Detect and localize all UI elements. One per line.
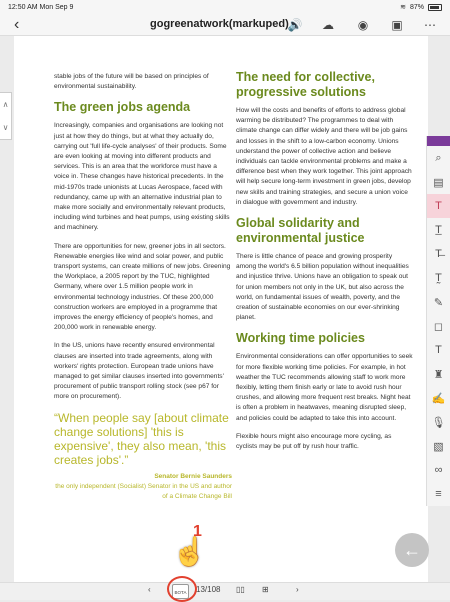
status-date: Mon Sep 9 bbox=[39, 3, 74, 11]
wifi-icon: ≋ bbox=[400, 4, 406, 11]
more-options-icon[interactable]: ⋯ bbox=[424, 18, 436, 32]
grid-view-icon[interactable]: ⊞ bbox=[262, 585, 269, 594]
floating-back-button[interactable] bbox=[395, 533, 429, 567]
pen-icon[interactable]: ✎ bbox=[433, 296, 444, 309]
document-title: gogreenatwork(markuped) bbox=[150, 18, 289, 30]
chevron-up-icon[interactable]: ∧ bbox=[2, 100, 9, 109]
menu-icon[interactable]: ≡ bbox=[435, 488, 442, 500]
left-column bbox=[54, 36, 232, 502]
cloud-sync-icon[interactable]: ☁ bbox=[322, 18, 334, 32]
back-arrow-icon[interactable]: ‹ bbox=[14, 16, 20, 33]
paragraph: Environmental considerations can offer opportunities to seek for more flexible working time policies. For example, in hot weather the TUC recommends allowing staff to work more flexibly, letting them finish early or late to avoid rush hour crushes, and allowing more frequent rest breaks. Night heat is often a problem in heatwaves, meaning disrupted sleep, and policies could be adapted to take this into account. bbox=[236, 353, 413, 422]
annotation-toolbar bbox=[426, 136, 450, 506]
paragraph: In the US, unions have recently ensured environmental clauses are inserted into trade agreements, along with workers' rights protection. European trade unions have managed to get similar clauses inserted into governments' procurement of public transport rolling stock (see p67 for more on procurement). bbox=[54, 342, 224, 401]
battery-icon bbox=[428, 4, 442, 11]
heading-working-time: Working time policies bbox=[236, 331, 365, 346]
pull-quote: “When people say [about climate change solutions] 'this is expensive', they also mean, 'this creates jobs'.” bbox=[54, 410, 229, 467]
quote-author: Senator Bernie Saunders bbox=[154, 472, 232, 480]
page-indicator[interactable]: 13/108 bbox=[196, 585, 221, 594]
underline-text-icon[interactable]: T̲ bbox=[435, 224, 442, 236]
chevron-down-icon[interactable]: ∨ bbox=[2, 123, 9, 132]
read-aloud-icon[interactable]: 🔊 bbox=[287, 18, 303, 32]
heading-global-solidarity: Global solidarity and environmental justice bbox=[236, 216, 365, 246]
heading-green-jobs: The green jobs agenda bbox=[54, 100, 191, 115]
paragraph: There is little chance of peace and growing prosperity among the world's 6.5 billion population without inequalities and injustice thrive. Unions have an obligation to speak out for union members not only in the UK, but also across the world, on fundamental issues of wealth, poverty, and the creation of sustainable economies on our ever-shrinking planet. bbox=[236, 253, 409, 322]
shapes-icon[interactable]: ◻ bbox=[433, 320, 444, 333]
arrow-left-icon: ← bbox=[403, 539, 421, 560]
image-icon[interactable]: ▧ bbox=[433, 440, 444, 453]
highlight-text-icon[interactable]: T bbox=[427, 194, 450, 218]
comment-icon[interactable]: ▤ bbox=[433, 176, 444, 189]
heading-collective: The need for collective, progressive solutions bbox=[236, 70, 375, 99]
tap-hand-icon: ☝ bbox=[172, 536, 207, 567]
paragraph: Flexible hours might also encourage more cycling, as cyclists may be put off by rush hour traffic. bbox=[236, 432, 392, 451]
top-toolbar bbox=[0, 14, 450, 36]
battery-percent: 87% bbox=[409, 3, 424, 11]
step-number-label: 1 bbox=[193, 523, 202, 540]
status-bar bbox=[0, 0, 450, 14]
paragraph: How will the costs and benefits of efforts to address global warming be distributed? The programmes to deal with climate change can differ widely and there will be job gains and losses in the shift to a low-carbon economy. Unions understand the power of collective action and believe individuals can tackle environmental problems and make a difference best when they work together. This joint approach will help secure long-term investment in green jobs, develop new skills and training strategies, and secure a union voice in dialogue with government and industry. bbox=[236, 107, 412, 206]
paragraph: There are opportunities for new, greener jobs in all sectors. Renewable energies like wind and solar power, and public transport systems, can create millions of new jobs. Greening the Workplace, a 2005 report by the TUC, highlighted Germany, where over 1.5 million people work in environmental technology industries. Of these 200,000 construction workers are employed in a programme that improves the energy efficiency of people's homes, and 200,000 work in renewable energy. bbox=[54, 242, 231, 332]
view-eye-icon[interactable]: ◉ bbox=[357, 18, 369, 32]
link-icon[interactable]: ∞ bbox=[434, 464, 443, 476]
toolbar-handle[interactable] bbox=[427, 136, 450, 146]
status-time: 12:50 AM bbox=[8, 3, 38, 11]
quote-role: the only independent (Socialist) Senator in the US and author of a Climate Change Bill bbox=[55, 482, 232, 500]
save-icon[interactable]: ▣ bbox=[391, 18, 403, 32]
strikethrough-text-icon[interactable]: T̶ bbox=[435, 248, 442, 260]
bota-button[interactable]: BOTA bbox=[172, 584, 189, 599]
next-page-icon[interactable]: › bbox=[296, 585, 299, 594]
paragraph: Increasingly, companies and organisations are looking not just at how they do things, but at what they actually do, carrying out 'full life-cycle analyses' of their products. Some are even looking at moving into different products and services. This is an area that the workforce must have a voice in. These changes have historical precedents. In the mid-1970s trade unionists at Lucas Aerospace, faced with redundancy, came up with an alternative industrial plan to make more socially and environmentally relevant products, including wind turbines and heat pumps, using existing skills and machinery. bbox=[54, 122, 230, 232]
right-column bbox=[236, 36, 414, 460]
highlight-ring bbox=[167, 576, 197, 602]
signature-icon[interactable]: ✍ bbox=[431, 392, 446, 405]
previous-page-icon[interactable]: ‹ bbox=[148, 585, 151, 594]
text-box-icon[interactable]: T bbox=[435, 344, 442, 356]
stamp-icon[interactable]: ♜ bbox=[433, 368, 444, 381]
thumbnails-icon[interactable]: ▯▯ bbox=[236, 585, 245, 594]
intro-text: stable jobs of the future will be based on principles of environmental sustainability. bbox=[54, 73, 209, 91]
search-icon[interactable]: ⌕ bbox=[435, 151, 442, 164]
squiggly-text-icon[interactable]: T̰ bbox=[435, 272, 442, 284]
bottom-bar bbox=[0, 582, 450, 600]
document-page bbox=[14, 36, 428, 582]
microphone-icon[interactable]: 🎙 bbox=[431, 416, 446, 429]
side-panel-toggle[interactable] bbox=[0, 92, 12, 140]
